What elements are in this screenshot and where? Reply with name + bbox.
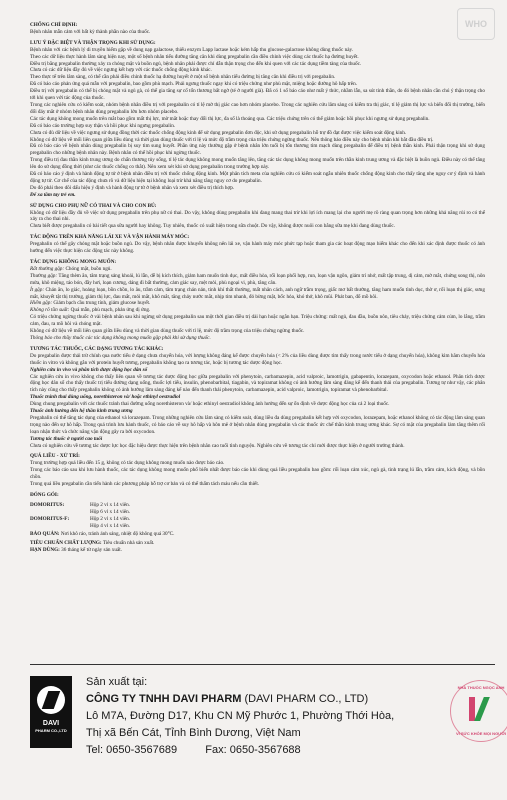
section-paragraph: Hiếm gặp: Giảm bạch cầu trung tính, giảm glucose huyết. [30, 300, 151, 307]
section-paragraph: Theo thực tế trên lâm sàng, có thể cần phải điều chỉnh thuốc hạ đường huyết ở một số bệnh nhân tiểu đường bị tăng cân khi điều trị với pregabalin. [30, 74, 336, 81]
expiry-line [30, 547, 485, 554]
quality-text: Tiêu chuẩn nhà sản xuất. [102, 540, 155, 547]
stamp-bottom-text: VÌ SỨC KHỎE MỌI NGƯỜI [455, 731, 507, 736]
section-paragraph: Nghiên cứu in vivo và phân tích dược động học dân số [30, 366, 148, 373]
address-line-2: Thị xã Bến Cát, Tỉnh Bình Dương, Việt Nam [86, 727, 301, 739]
section-paragraph: Thường gặp: Tăng thèm ăn, tâm trạng sảng khoái, lú lẫn, dễ bị kích thích, giảm ham muốn tình dục, mất điều hòa, rối loạn phối hợp, run, loạn vận ngôn, giảm trí nhớ, mất tập trung, dị cảm, mờ mắt, chứng song thị, nôn mửa, khô miệng, táo bón, đầy hơi, loạn cương, dáng đi bất thường, cảm giác say, mệt mỏi, phù ngoại vi, phù, tăng cân. [30, 272, 486, 286]
fax: Fax: 0650-3567688 [205, 744, 301, 756]
section-paragraph: Các nghiên cứu in vivo không cho thấy liên quan về tương tác dược động học giữa pregabalin với phenytoin, carbamazepin, acid valproic, lamotrigin, gabapentin, lorazepam, oxycodon hoặc ethanol. Phân tích dược động học dân số cho thấy thuốc trị tiểu đường dạng uống, thuốc lợi tiểu, insulin, phenobarbital, tiagabin, và topiramat không có ảnh hưởng lâm sàng đáng kể đến thanh thải của pregabalin. Tương tự như vậy, các phân tích này cũng cho thấy pregabalin không có ảnh hưởng lâm sàng đáng kể nào đến thanh thải phenytoin, carbamazepin, acid valproic, lamotrigin, topiramat và phenobarbital. [30, 373, 485, 394]
section-paragraph: Trong các nghiên cứu có kiểm soát, nhóm bệnh nhân điều trị với pregabalin có tỉ lệ mờ thị giác cao hơn nhóm placebo. Trong các nghiên cứu lâm sàng có kiểm tra thị giác, tỉ lệ giảm thị lực và biến đổi thị trường, biến đổi đáy mắt ở nhóm bệnh nhân dùng pregabalin lớn hơn nhóm placebo. [30, 101, 485, 115]
section-paragraph: Thuốc tránh thai dùng uống, norethisteron và/ hoặc ethinyl oestradiol [30, 394, 181, 401]
packaging-value: Hộp 2 vỉ x 14 viên. [90, 501, 131, 508]
section-paragraph: Thông báo cho thầy thuốc các tác dụng không mong muốn gặp phải khi sử dụng thuốc. [30, 334, 211, 341]
section-heading: SỬ DỤNG CHO PHỤ NỮ CÓ THAI VÀ CHO CON BÚ: [30, 202, 157, 209]
section-paragraph: Đã có báo cáo ý định và hành động tự tử ở bệnh nhân điều trị với thuốc chống động kinh. Một phân tích meta của nghiên cứu có kiểm soát ngẫu nhiên thuốc chống động kinh cho thấy tăng nhẹ nguy cơ ý định và hành động tự tử. Cơ chế của tác động chưa rõ và dữ liệu hiện tại không loại trừ khả năng tăng nguy cơ do pregabalin. [30, 171, 485, 184]
packaging-value: Hộp 6 vỉ x 14 viên. [90, 508, 131, 515]
section-paragraph: Do pregabalin được thải trừ chính qua nước tiểu ở dạng chưa chuyển hóa, với lượng không đáng kể được chuyển hóa (< 2% của liều dùng được tìm thấy trong nước tiểu ở dạng chuyển hóa), không kìm hãm chuyển hóa thuốc in vitro và không gắn với protein huyết tương, pregabalin không tạo ra tương tác, hoặc bị tương tác dược động học. [30, 352, 485, 366]
section-paragraph: Thuốc ảnh hưởng đến hệ thần kinh trung ương [30, 408, 133, 415]
logo-name: DAVI [42, 720, 60, 727]
expiry-heading: HẠN DÙNG: [30, 547, 60, 554]
storage-text: Nơi khô ráo, tránh ánh sáng, nhiệt độ không quá 30°C. [60, 530, 175, 537]
section-paragraph: Dùng chung pregabalin với các thuốc tránh thai đường uống norethisteron và/ hoặc ethinyl oestradiol không ảnh hưởng đến sự ổn định về dược động học của cả 2 loại thuốc. [30, 401, 390, 408]
section-paragraph: Điều trị bằng pregabalin thường xảy ra chóng mặt và buồn ngủ, bệnh nhân phải được chỉ dẫn thận trọng cho đến khi quen với các tác dụng tiềm tàng của thuốc. [30, 60, 362, 67]
company-name-en: (DAVI PHARM CO., LTD) [244, 693, 369, 705]
frequency-label: Rất thường gặp: [30, 265, 65, 272]
section-heading: TÁC DỤNG KHÔNG MONG MUỐN: [30, 259, 117, 265]
pharmacy-stamp [450, 680, 507, 742]
section-paragraph: Đã có báo cáo về bệnh nhân dùng pregabalin bị suy tim sung huyết. Phần ứng này thường gặp ở bệnh nhân lớn tuổi bị tổn thương tim mạch dùng pregabalin để điều trị bệnh thần kinh. Phải thận trọng khi sử dụng pregabalin cho những bệnh nhân này. Bệnh nhân có thể hồi phục khi ngừng thuốc. [30, 143, 485, 157]
section [30, 259, 485, 342]
section-paragraph: Các tác dụng không mong muốn trên mắt bao gồm mất thị lực, mờ mắt hoặc thay đổi thị lực, đa số là thoáng qua. Các triệu chứng trên có thể giảm hoặc hồi phục khi ngưng sử dụng pregabalin. [30, 115, 430, 122]
section-paragraph: Pregabalin có thể tăng tác dụng của ethanol và lorazepam. Trong những nghiên cứu lâm sàng có kiểm soát, dùng liều đa dùng pregabalin kết hợp với oxycodon, lorazepam, hoặc ethanol không có tác động lâm sàng quan trọng nào đến sự hô hấp. Trong quá trình lưu hành thuốc, có báo cáo về suy hô hấp và hôn mê ở bệnh nhân dùng pregabalin và các thuốc ức chế thần kinh trung ương khác. Sự có mặt của pregabalin làm tăng thêm rối loạn nhận thức và chức năng vận động gây ra bởi oxycodon. [30, 414, 485, 435]
section [30, 346, 485, 450]
pharmacy-logo-icon [469, 697, 493, 721]
storage-line [30, 531, 485, 538]
manufacturer-info [86, 674, 394, 759]
section [30, 453, 485, 488]
section-paragraph: Trong điều trị đau thần kinh trung ương do chấn thương tủy sống, tỉ lệ tác dụng không mong muốn tăng lên, tăng các tác dụng không mong muốn trên thần kinh trung ương và đặc biệt là buồn ngủ. Điều này có thể tăng lên do sử dụng đồng thời (như các thuốc chống co thắt). Nên xem xét khi sử dụng pregabalin trong trường hợp này. [30, 157, 485, 171]
section-paragraph: Để xa tầm tay trẻ em. [30, 191, 76, 198]
packaging-value: Hộp 2 vỉ x 14 viên. [90, 515, 131, 522]
storage-heading: BẢO QUẢN: [30, 530, 60, 537]
watermark-logo: WHO [457, 8, 495, 40]
stamp-top-text: NHÀ THUỐC NGỌC ANH [457, 685, 505, 690]
company-name: CÔNG TY TNHH DAVI PHARM [86, 693, 242, 705]
manufacturer-footer [30, 664, 507, 784]
section-paragraph: Không có dữ liệu về mối liên quan giữa liều dùng và thời gian dùng thuốc với tỉ lệ và mức độ trầm trọng của triệu chứng ngừng thuốc. Nên thông báo điều này cho bệnh nhân khi bắt đầu điều trị. [30, 136, 434, 143]
section-paragraph: Rất thường gặp: Chóng mặt, buồn ngủ. [30, 265, 112, 272]
frequency-label: Thường gặp: [30, 272, 58, 279]
section-paragraph: Chưa có nghiên cứu về tương tác dược lực học đặc hiệu được thực hiện trên bệnh nhân cao tuổi tình nguyện. Nghiên cứu về tương tác chỉ mới được thực hiện ở người trưởng thành. [30, 442, 405, 449]
section-heading: CHỐNG CHỈ ĐỊNH: [30, 22, 78, 28]
section-paragraph: Chưa biết được pregabalin có bài tiết qua sữa người hay không. Tuy nhiên, thuốc có xuất hiện trong sữa chuột. Do vậy, không được nuôi con bằng sữa mẹ khi đang dùng thuốc. [30, 223, 395, 230]
section-paragraph: Điều trị với pregabalin có thể bị chóng mặt và ngủ gà, có thể gia tăng sự cố tổn thương bất ngờ (té ở người già). Đã có 1 số báo cáo như mất ý thức, nhầm lẫn, sa sút tinh thần, do đó bệnh nhân cần chú ý thận trọng cho tới khi quen với tác động của thuốc. [30, 88, 485, 102]
frequency-label: Ít gặp: [30, 286, 45, 293]
section-paragraph: Không rõ tần suất: Quá mẫn, phù mạch, phản ứng dị ứng. [30, 307, 151, 314]
section-heading: QUÁ LIỀU - XỬ TRÍ: [30, 453, 80, 460]
frequency-label: Không rõ tần suất: [30, 307, 70, 314]
packaging-values [90, 516, 485, 530]
section-paragraph: Không có dữ liệu về mối liên quan giữa liều dùng và thời gian dùng thuốc với tỉ lệ, mức độ trầm trọng của triệu chứng ngừng thuốc. [30, 328, 305, 335]
packaging-label: DOMORITUS-F: [30, 515, 70, 522]
tel: Tel: 0650-3567689 [86, 744, 178, 756]
footer-divider [30, 664, 495, 665]
section-paragraph: Ít gặp: Chán ăn, lo giác, hoảng loạn, bồn chồn, lo âu, trầm cảm, tâm trạng chán nản, tinh khí thất thường, mất nhân cách, anh ngữ trầm trọng, giấc mơ bất thường, tăng ham muốn tình dục, thờ ơ, rối loạn thị giác, sưng mắt, khuyết tật thị trường, giảm thị lực, đau mắt, mỏi mắt, khô mắt, tăng chảy nước mắt, nhịp tim nhanh, đỏ bừng mặt, bốc hỏa, khó thở, khô mũi. Phát ban, đổ mồ hôi. [30, 286, 485, 300]
section-paragraph: Đã có báo cáo trường hợp suy thận và hồi phục khi ngưng pregabalin. [30, 122, 176, 129]
made-at-label: Sản xuất tại: [86, 676, 148, 688]
quality-heading: TIÊU CHUẨN CHẤT LƯỢNG: [30, 540, 102, 547]
packaging-label: DOMORITUS: [30, 501, 65, 508]
section-paragraph: Chưa có các dữ liệu đầy đủ về việc ngưng kết hợp với các thuốc chống động kinh khác. [30, 67, 212, 74]
expiry-text: 36 tháng kể từ ngày sản xuất. [61, 547, 122, 554]
section-paragraph: Bệnh nhân với các bệnh lý di truyền hiếm gặp về dung nạp galactose, thiếu enzym Lapp lactase hoặc kém hấp thu glucose-galactose không dùng thuốc này. [30, 46, 354, 53]
section-paragraph: Có triệu chứng ngừng thuốc ở vài bệnh nhân sau khi ngừng sử dụng pregabalin sau một thời gian điều trị dài hạn hoặc ngắn hạn. Triệu chứng: mất ngủ, đau đầu, buồn nôn, tiêu chảy, triệu chứng cảm cúm, lo lắng, trầm cảm, đau, ra mồ hôi và chóng mặt. [30, 314, 485, 328]
contact-line [86, 742, 394, 759]
frequency-label: Hiếm gặp: [30, 300, 53, 307]
company-line [86, 691, 394, 708]
section-paragraph: Bệnh nhân mẫn cảm với bất kỳ thành phần nào của thuốc. [30, 28, 151, 35]
davi-logo-icon [37, 686, 65, 714]
packaging-section [30, 492, 485, 530]
section-paragraph: Do đó phải theo dõi dấu hiệu ý định và hành động tự tử ở bệnh nhân và xem xét điều trị thích hợp. [30, 184, 235, 191]
packaging-heading: ĐÓNG GÓI: [30, 492, 59, 498]
section [30, 40, 485, 199]
section-paragraph: Trong quá liều pregabalin cần tiến hành các phương pháp hỗ trợ cơ bản và có thể thẩm tách máu nếu cần thiết. [30, 481, 260, 488]
section-paragraph: Chưa có đủ dữ liệu về việc ngưng sử dụng đồng thời các thuốc chống động kinh để sử dụng pregabalin đơn độc, khi sử dụng pregabalin hỗ trợ đồ đạt được việc kiểm soát động kinh. [30, 129, 407, 136]
section-heading: LƯU Ý ĐẶC BIỆT VÀ THẬN TRỌNG KHI SỬ DỤNG: [30, 39, 156, 46]
section-paragraph: Theo các dữ liệu thực hành lâm sàng hiện nay, một số bệnh nhân tiểu đường tăng cân khi dùng pregabalin cần điều chỉnh việc dùng các thuốc hạ đường huyết. [30, 53, 359, 60]
section-paragraph: Tương tác thuốc ở người cao tuổi [30, 435, 103, 442]
section-paragraph: Trong các báo cáo sau khi lưu hành thuốc, các tác dụng không mong muốn phổ biến nhất được báo cáo khi dùng quá liều pregabalin bao gồm: rối loạn cảm xúc, ngủ gà, tình trạng lú lẫn, trầm cảm, kích động, và bồn chồn. [30, 467, 485, 481]
packaging-table [30, 502, 485, 530]
packaging-values [90, 502, 485, 516]
section-paragraph: Pregabalin có thể gây chóng mặt hoặc buồn ngủ. Do vậy, bệnh nhân được khuyến không nên lái xe, vận hành máy móc phức tạp hoặc tham gia các hoạt động mạo hiểm khác cho đến khi xác định được thuốc có ảnh hưởng đến việc thực hiện các động tác này không. [30, 241, 485, 255]
packaging-value: Hộp 4 vỉ x 14 viên. [90, 522, 131, 529]
section-paragraph: Không có dữ liệu đầy đủ về việc sử dụng pregabalin trên phụ nữ có thai. Do vậy, không dùng pregabalin khi đang mang thai trừ khi lợi ích mang lại cho người mẹ rõ ràng quan trọng hơn những khả năng rủi ro có thể xảy ra cho thai nhi. [30, 209, 485, 223]
logo-sub: PHARM CO.,LTD [35, 728, 67, 733]
leaflet-sections [30, 22, 485, 488]
section [30, 234, 485, 255]
section [30, 203, 485, 231]
section [30, 22, 485, 36]
section-heading: TƯƠNG TÁC THUỐC, CÁC DẠNG TƯƠNG TÁC KHÁC: [30, 345, 164, 352]
section-paragraph: Trong trường hợp quá liều đến 15 g, không có tác dụng không mong muốn nào được báo cáo. [30, 460, 225, 467]
address-line-1: Lô M7A, Đường D17, Khu CN Mỹ Phước 1, Phường Thới Hòa, [86, 710, 395, 722]
section-paragraph: Đã có báo cáo phản ứng quá mẫn với pregabalin, bao gồm phù mạch. Phải ngưng thuốc ngay khi có triệu chứng như phù mặt, miệng hoặc đường hô hấp trên. [30, 81, 357, 88]
section-heading: TÁC ĐỘNG TRÊN KHẢ NĂNG LÁI XE VÀ VẬN HÀNH MÁY MÓC: [30, 234, 190, 241]
davi-logo [30, 676, 72, 748]
